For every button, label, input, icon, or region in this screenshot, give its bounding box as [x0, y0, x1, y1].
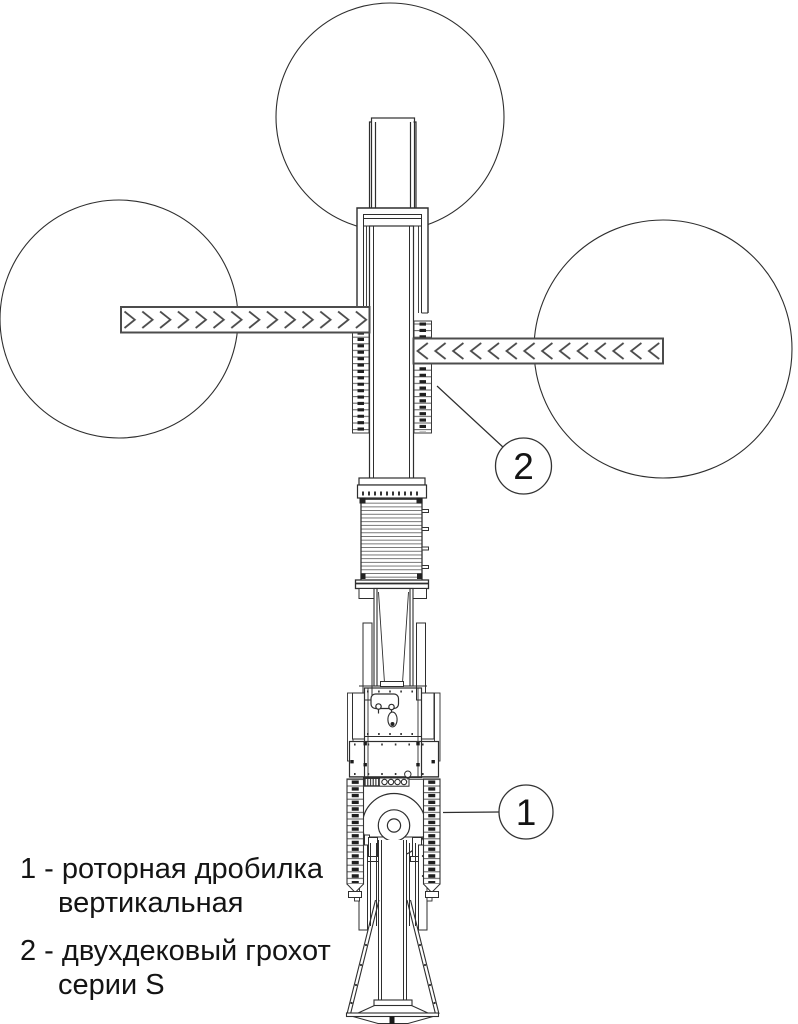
discharge-tube: [379, 840, 407, 1000]
callout-2-label: 2: [513, 446, 534, 487]
overhead-feed-conveyor: [370, 118, 417, 210]
legend: [20, 852, 350, 1016]
callout-crusher: [443, 785, 553, 839]
legend-item-crusher-line2: вертикальная: [58, 887, 244, 919]
callout-screen: [437, 386, 552, 494]
legend-item-crusher-line1: 1 - роторная дробилка: [20, 853, 323, 885]
callout-2-leader: [437, 386, 503, 447]
legend-item-crusher: [20, 852, 350, 920]
callout-1-leader: [443, 812, 499, 813]
screen-column: [370, 226, 414, 480]
screen-flange: [358, 478, 427, 498]
corrugated-casing: [360, 498, 429, 581]
callout-1-label: 1: [515, 792, 537, 833]
rotor-shaft-circle: [387, 819, 400, 832]
discharge-belt-right: [414, 339, 664, 364]
support-column: [374, 589, 413, 687]
legend-item-screen-line1: 2 - двухдековый грохот: [20, 935, 331, 967]
legend-item-screen: [20, 934, 350, 1002]
screen-spring-mount-left: [353, 330, 370, 433]
crusher-housing: [348, 682, 441, 780]
discharge-belt-left: [121, 307, 370, 333]
legend-item-screen-line2: серии S: [58, 969, 165, 1001]
crawler-mount-right: [424, 779, 441, 898]
keyhole-detail: [388, 712, 397, 727]
